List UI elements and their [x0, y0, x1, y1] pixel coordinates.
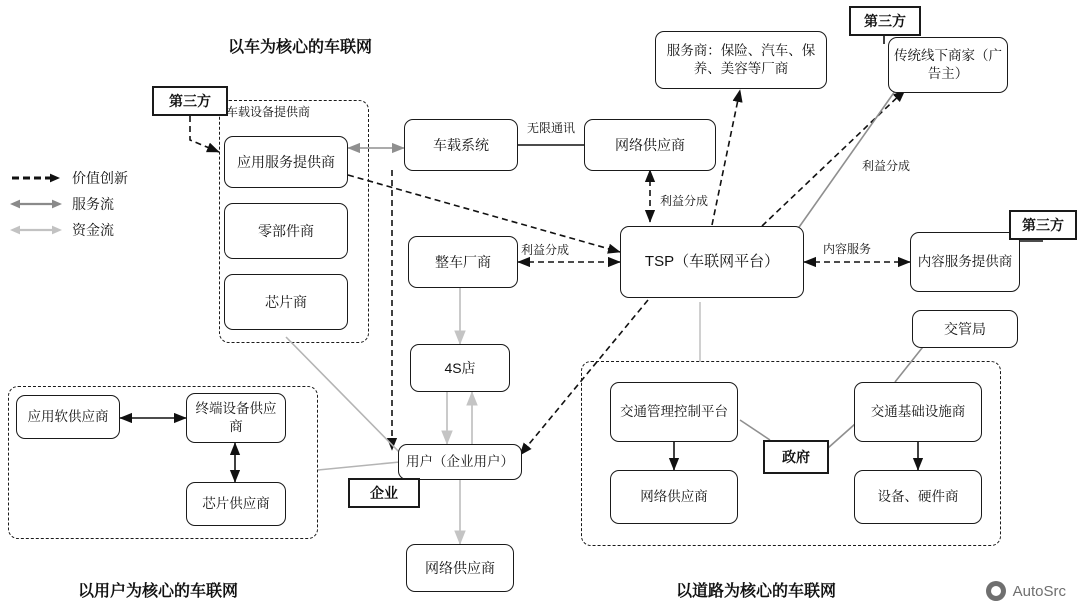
node-enterprise[interactable]: 企业	[348, 478, 420, 508]
road-centric-title: 以道路为核心的车联网	[676, 583, 837, 600]
node-app-software-supplier[interactable]: 应用软供应商	[16, 395, 120, 439]
legend-item-service-flow	[10, 191, 128, 217]
node-traffic-control-platform[interactable]: 交通管理控制平台	[610, 382, 738, 442]
legend-label-capital-flow: 资金流	[72, 222, 114, 238]
node-traffic-bureau[interactable]: 交管局	[912, 310, 1018, 348]
legend-gray-arrow-icon	[10, 198, 62, 210]
node-chip-vendor[interactable]: 芯片商	[224, 274, 348, 330]
legend-item-capital-flow	[10, 217, 128, 243]
node-third-party-2[interactable]: 第三方	[849, 6, 921, 36]
node-traffic-infrastructure[interactable]: 交通基础设施商	[854, 382, 982, 442]
legend-item-value-innovation	[10, 165, 128, 191]
node-equipment-hardware[interactable]: 设备、硬件商	[854, 470, 982, 524]
legend-label-service-flow: 服务流	[72, 196, 114, 212]
edge-label-wireless: 无限通讯	[527, 121, 576, 135]
node-parts-supplier[interactable]: 零部件商	[224, 203, 348, 259]
legend-label-value-innovation: 价值创新	[72, 170, 128, 186]
node-government[interactable]: 政府	[763, 440, 829, 474]
node-network-supplier-top[interactable]: 网络供应商	[584, 119, 716, 171]
edge-label-profit-share-1: 利益分成	[660, 194, 709, 208]
node-vehicle-system[interactable]: 车载系统	[404, 119, 518, 171]
edge-label-profit-share-3: 利益分成	[862, 159, 911, 173]
node-third-party-3[interactable]: 第三方	[1009, 210, 1077, 240]
node-tsp[interactable]: TSP（车联网平台）	[620, 226, 804, 298]
legend-lightgray-arrow-icon	[10, 224, 62, 236]
node-user[interactable]: 用户（企业用户）	[398, 444, 522, 480]
node-app-service-provider[interactable]: 应用服务提供商	[224, 136, 348, 188]
node-network-supplier-road[interactable]: 网络供应商	[610, 470, 738, 524]
node-network-supplier-bottom[interactable]: 网络供应商	[406, 544, 514, 592]
watermark	[986, 581, 1066, 601]
node-4s-shop[interactable]: 4S店	[410, 344, 510, 392]
watermark-logo-icon	[986, 581, 1006, 601]
vehicle-centric-title: 以车为核心的车联网	[228, 39, 373, 56]
legend-dashed-line-icon	[10, 172, 62, 184]
edge-label-content-service: 内容服务	[823, 242, 872, 256]
user-centric-title: 以用户为核心的车联网	[78, 583, 239, 600]
node-offline-merchant[interactable]: 传统线下商家（广告主）	[888, 37, 1008, 93]
node-terminal-device-supplier[interactable]: 终端设备供应商	[186, 393, 286, 443]
edge-label-profit-share-2: 利益分成	[521, 243, 570, 257]
node-content-service-provider[interactable]: 内容服务提供商	[910, 232, 1020, 292]
node-service-provider-insurance[interactable]: 服务商：保险、汽车、保养、美容等厂商	[655, 31, 827, 89]
node-third-party-1[interactable]: 第三方	[152, 86, 228, 116]
watermark-label: AutoSrc	[1012, 582, 1066, 600]
node-oem[interactable]: 整车厂商	[408, 236, 518, 288]
node-chip-supplier[interactable]: 芯片供应商	[186, 482, 286, 526]
onboard-device-supplier-label: 车载设备提供商	[226, 105, 311, 119]
legend	[10, 165, 128, 243]
